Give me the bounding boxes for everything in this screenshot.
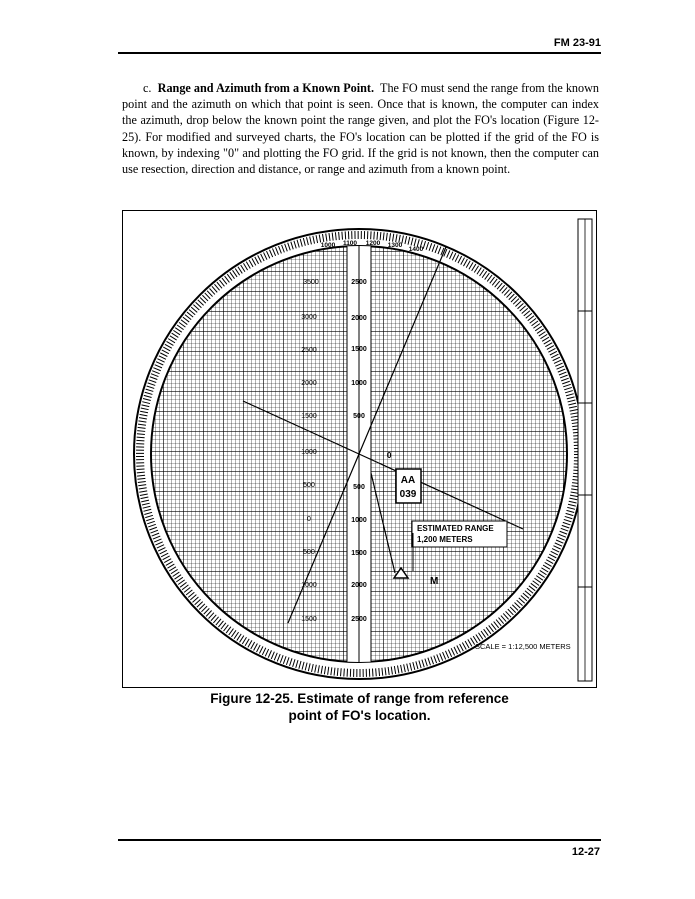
footer-rule [118, 839, 601, 841]
grid-scale-label: 3500 [303, 279, 319, 286]
caption-line-1: Figure 12-25. Estimate of range from reference [210, 691, 509, 706]
vscale-label: 1000 [351, 517, 367, 524]
grid-scale-label: 1500 [301, 616, 317, 623]
map-scale-text: SCALE = 1:12,500 METERS [475, 642, 571, 651]
grid-scale-label: 1000 [301, 449, 317, 456]
section-paragraph [122, 80, 599, 177]
estimated-range-line2: 1,200 METERS [417, 535, 473, 544]
vscale-label: 2500 [351, 616, 367, 623]
center-label: 0 [387, 451, 392, 460]
vscale-label: 2500 [351, 279, 367, 286]
vscale-label: 500 [353, 484, 365, 491]
known-point-number: 039 [399, 489, 417, 500]
header-rule [118, 52, 601, 54]
grid-scale-label: 0 [307, 516, 311, 523]
ring-label: 1300 [387, 242, 403, 249]
grid-scale-label: 2000 [301, 380, 317, 387]
ring-label: 1100 [342, 240, 358, 247]
vscale-label: 500 [353, 413, 365, 420]
vscale-label: 2000 [351, 582, 367, 589]
page-number: 12-27 [571, 846, 600, 858]
vscale-label: 1500 [351, 550, 367, 557]
vscale-label: 1000 [351, 380, 367, 387]
vscale-label: 2000 [351, 315, 367, 322]
known-point-label: AA [400, 475, 416, 486]
section-body: The FO must send the range from the known point and the azimuth on which that point is seen. Once that is known, the computer can index the azimuth, drop below the known point the range given, and plot the FO's location (Figure 12-25). For modified and surveyed charts, the FO's location can be plotted if the grid of the FO is known, by indexing "0" and plotting the FO grid. If the grid is not known, then the computer can use resection, direction and distance, or range and azimuth from a known point. [122, 81, 600, 177]
plotting-board-figure [123, 211, 595, 686]
estimated-range-line1: ESTIMATED RANGE [417, 524, 494, 533]
ring-label: 1000 [320, 242, 336, 249]
ring-label: 1200 [365, 240, 381, 247]
caption-line-2: point of FO's location. [288, 708, 431, 723]
grid-scale-label: 500 [303, 482, 315, 489]
grid-scale-label: 1500 [301, 413, 317, 420]
ring-label: 1400 [408, 246, 424, 253]
section-marker: c. [143, 81, 152, 95]
grid-scale-label: 1000 [301, 582, 317, 589]
grid-scale-label: 2500 [301, 347, 317, 354]
figure-caption [122, 690, 597, 724]
figure-frame [122, 210, 597, 688]
manual-id: FM 23-91 [553, 37, 601, 49]
grid-scale-label: 3000 [301, 314, 317, 321]
grid-scale-label: 500 [303, 549, 315, 556]
right-scale-strip [578, 219, 592, 681]
vscale-label: 1500 [351, 346, 367, 353]
fo-mark: M [430, 576, 439, 587]
section-heading: Range and Azimuth from a Known Point. [157, 81, 375, 95]
